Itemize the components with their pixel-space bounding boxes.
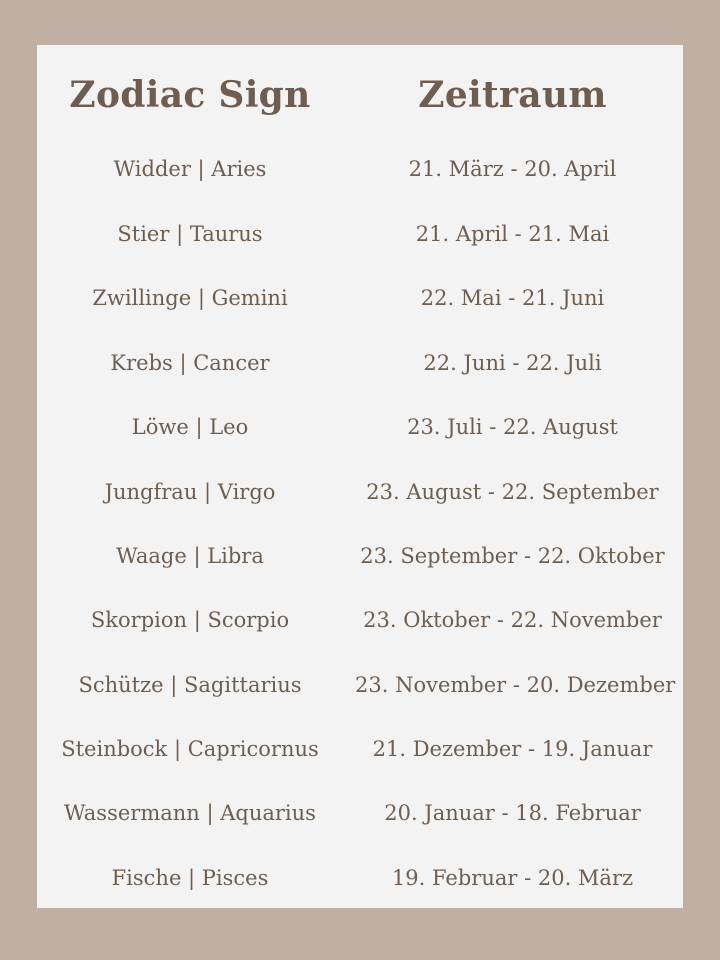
period-cell: 23. September - 22. Oktober — [360, 544, 665, 568]
sign-cell: Fische | Pisces — [111, 866, 269, 890]
sign-cell: Stier | Taurus — [117, 222, 263, 246]
table-row — [0, 343, 720, 383]
table-row — [0, 858, 720, 898]
period-cell: 22. Juni - 22. Juli — [423, 351, 602, 375]
sign-cell: Löwe | Leo — [131, 415, 249, 439]
table-row — [0, 536, 720, 576]
table-row — [0, 665, 720, 705]
sign-cell: Wassermann | Aquarius — [64, 801, 316, 825]
table-row — [0, 600, 720, 640]
table-row — [0, 729, 720, 769]
column-header-zeitraum: Zeitraum — [418, 74, 607, 116]
sign-cell: Jungfrau | Virgo — [104, 480, 276, 504]
table-row — [0, 407, 720, 447]
period-cell: 19. Februar - 20. März — [391, 866, 634, 890]
table-row — [0, 793, 720, 833]
table-row — [0, 149, 720, 189]
period-cell: 22. Mai - 21. Juni — [420, 286, 605, 310]
sign-cell: Schütze | Sagittarius — [78, 673, 302, 697]
period-cell: 23. August - 22. September — [366, 480, 659, 504]
period-cell: 20. Januar - 18. Februar — [384, 801, 641, 825]
period-cell: 23. Oktober - 22. November — [363, 608, 662, 632]
period-cell: 21. April - 21. Mai — [415, 222, 610, 246]
period-cell: 23. Juli - 22. August — [407, 415, 618, 439]
period-cell: 21. März - 20. April — [408, 157, 617, 181]
period-cell: 21. Dezember - 19. Januar — [372, 737, 653, 761]
sign-cell: Waage | Libra — [116, 544, 264, 568]
sign-cell: Zwillinge | Gemini — [92, 286, 288, 310]
table-row — [0, 278, 720, 318]
sign-cell: Skorpion | Scorpio — [90, 608, 290, 632]
sign-cell: Krebs | Cancer — [110, 351, 270, 375]
table-row — [0, 214, 720, 254]
table-row — [0, 472, 720, 512]
sign-cell: Widder | Aries — [113, 157, 267, 181]
column-header-zodiac-sign: Zodiac Sign — [69, 74, 311, 116]
sign-cell: Steinbock | Capricornus — [61, 737, 319, 761]
period-cell: 23. November - 20. Dezember — [355, 673, 676, 697]
